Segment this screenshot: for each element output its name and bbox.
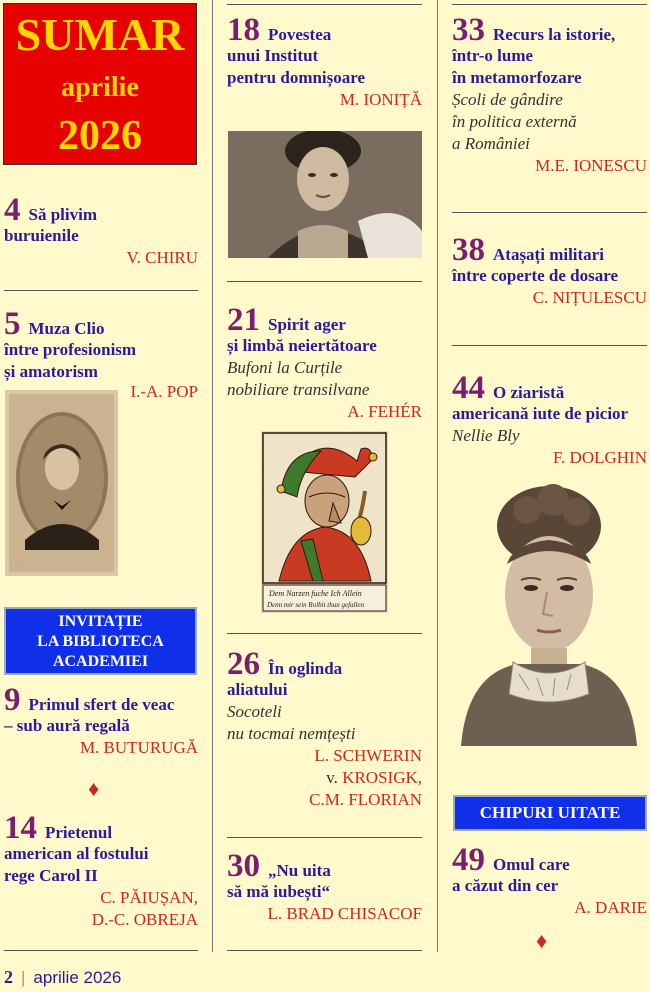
page-number: 38: [452, 232, 485, 268]
entry-title: Omul care: [493, 855, 570, 874]
sumar-year: 2026: [58, 113, 142, 159]
entry-subtitle: Școli de gândire: [452, 90, 563, 109]
divider: [452, 212, 647, 213]
entry-title: Primul sfert de veac: [28, 695, 175, 714]
divider: [4, 950, 198, 951]
entry-title-line: și amatorism: [4, 362, 98, 381]
page-number: 18: [227, 12, 260, 48]
toc-entry-14[interactable]: [4, 810, 198, 931]
entry-title: Muza Clio: [28, 319, 105, 338]
entry-author: [227, 767, 422, 789]
entry-author: A. FEHÉR: [347, 402, 422, 421]
woodcut-caption-line1: Dem Narzen fuche Ich Allein: [269, 589, 362, 598]
entry-title: Atașați militari: [493, 245, 604, 264]
entry-title-line: rege Carol II: [4, 866, 98, 885]
divider: [452, 345, 647, 346]
page-number: 30: [227, 848, 260, 884]
entry-title-line: într-o lume: [452, 46, 534, 65]
entry-author: D.-C. OBREJA: [91, 910, 198, 929]
divider: [452, 4, 647, 5]
page-number: 14: [4, 810, 37, 846]
footer-separator: |: [21, 968, 26, 987]
page-number: 5: [4, 306, 21, 342]
page-footer: [4, 967, 121, 988]
entry-subtitle: a României: [452, 134, 530, 153]
entry-author: C.M. FLORIAN: [309, 790, 422, 809]
entry-subtitle: Socoteli: [227, 702, 282, 721]
entry-title-line: – sub aură regală: [4, 716, 130, 735]
woodcut-caption-line2: Denn mir sein Rolbit thun gefallen: [267, 601, 365, 609]
box-line: LA BIBLIOTECA: [37, 633, 164, 650]
entry-author: C. NIȚULESCU: [532, 288, 647, 307]
sumar-title: SUMAR: [15, 9, 185, 60]
entry-title: Să plivim: [28, 205, 97, 224]
entry-title-line: între coperte de dosare: [452, 266, 619, 285]
entry-subtitle: în politica externă: [452, 112, 577, 131]
entry-title: O ziaristă: [493, 383, 565, 402]
footer-issue: aprilie 2026: [33, 968, 122, 987]
toc-entry-49[interactable]: [452, 842, 647, 919]
entry-title-line: aliatului: [227, 680, 288, 699]
divider: [227, 633, 422, 634]
divider: [227, 4, 422, 5]
entry-author: I.-A. POP: [130, 382, 198, 401]
toc-entry-44[interactable]: [452, 370, 647, 469]
entry-author: F. DOLGHIN: [552, 448, 647, 467]
footer-page-number: 2: [4, 967, 13, 987]
divider: [4, 290, 198, 291]
column-divider-2: [437, 0, 438, 952]
entry-title-line: buruienile: [4, 226, 79, 245]
entry-title: În oglinda: [268, 659, 343, 678]
toc-entry-38[interactable]: [452, 232, 647, 309]
entry-subtitle: Bufoni la Curțile: [227, 358, 343, 377]
author-name: KROSIGK,: [342, 768, 422, 787]
sumar-header-box: [3, 3, 197, 165]
entry-title: Prietenul: [45, 823, 113, 842]
portrait-photo-woman: [228, 131, 422, 258]
page-number: 9: [4, 682, 21, 718]
box-label: CHIPURI UITATE: [479, 803, 621, 822]
diamond-ornament: ♦: [536, 928, 548, 953]
entry-title-line: american al fostului: [4, 844, 149, 863]
entry-author: L. BRAD CHISACOF: [267, 904, 422, 923]
diamond-ornament: ♦: [88, 776, 100, 801]
entry-title: Recurs la istorie,: [493, 25, 616, 44]
entry-title-line: în metamorfozare: [452, 68, 582, 87]
entry-title: Spirit ager: [268, 315, 346, 334]
toc-entry-33[interactable]: [452, 12, 647, 177]
sumar-month: aprilie: [61, 72, 139, 103]
entry-author: M. BUTURUGĂ: [79, 738, 198, 757]
entry-title-line: americană iute de picior: [452, 404, 629, 423]
invitatie-box[interactable]: [4, 607, 197, 675]
toc-entry-30[interactable]: [227, 848, 422, 925]
entry-author: M. IONIȚĂ: [339, 90, 422, 109]
toc-entry-26[interactable]: [227, 646, 422, 811]
entry-title-line: să mă iubești“: [227, 882, 330, 901]
divider: [227, 950, 422, 951]
author-prefix: v.: [326, 768, 338, 787]
entry-subtitle: nobiliare transilvane: [227, 380, 370, 399]
chipuri-uitate-box[interactable]: [453, 795, 647, 831]
entry-title-line: unui Institut: [227, 46, 319, 65]
page-number: 49: [452, 842, 485, 878]
entry-author: L. SCHWERIN: [314, 746, 422, 765]
portrait-photo-man: [5, 390, 118, 576]
box-line: INVITAȚIE: [58, 613, 143, 630]
toc-entry-9[interactable]: [4, 682, 198, 759]
entry-subtitle: Nellie Bly: [452, 426, 520, 445]
page-number: 21: [227, 302, 260, 338]
divider: [227, 837, 422, 838]
toc-entry-18[interactable]: [227, 12, 422, 111]
portrait-photo-nellie-bly: [457, 484, 641, 746]
toc-entry-5[interactable]: [4, 306, 198, 403]
box-line: ACADEMIEI: [52, 653, 149, 670]
divider: [227, 281, 422, 282]
toc-entry-4[interactable]: [4, 192, 198, 269]
page-number: 44: [452, 370, 485, 406]
jester-woodcut-illustration: [261, 431, 388, 613]
entry-title: Povestea: [268, 25, 332, 44]
page-number: 26: [227, 646, 260, 682]
toc-entry-21[interactable]: [227, 302, 422, 423]
entry-author: A. DARIE: [574, 898, 647, 917]
entry-title: „Nu uita: [268, 861, 331, 880]
entry-author: V. CHIRU: [126, 248, 198, 267]
entry-title-line: pentru domnișoare: [227, 68, 366, 87]
entry-title-line: și limbă neiertătoare: [227, 336, 377, 355]
entry-title-line: între profesionism: [4, 340, 137, 359]
entry-author: C. PĂIUȘAN,: [100, 888, 198, 907]
column-divider-1: [212, 0, 213, 952]
page-number: 4: [4, 192, 21, 228]
svg-text:· · ·: · · ·: [15, 565, 23, 570]
entry-title-line: a căzut din cer: [452, 876, 559, 895]
page-number: 33: [452, 12, 485, 48]
entry-subtitle: nu tocmai nemțești: [227, 724, 356, 743]
entry-author: M.E. IONESCU: [535, 156, 647, 175]
